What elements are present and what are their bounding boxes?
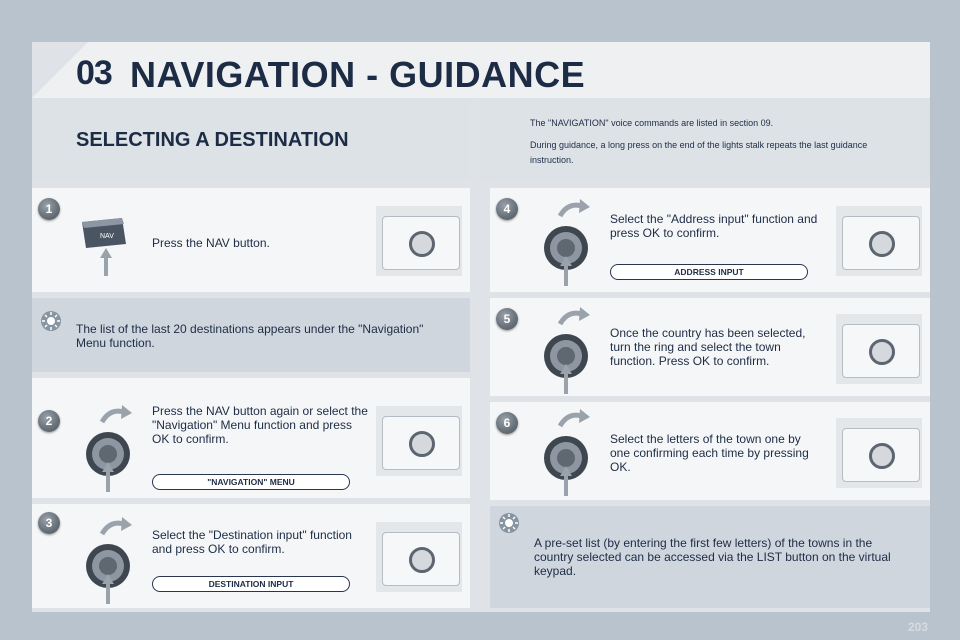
step-5-text: Once the country has been selected, turn the ring and select the town function. Press OK to confirm. [610,326,806,368]
step-5-panel [490,298,930,396]
step-number: 5 [496,308,518,330]
radio-panel-image [376,206,462,276]
top-note-line1: The "NAVIGATION" voice commands are listed in section 09. [530,118,774,128]
step-6-panel [490,402,930,500]
section-title: SELECTING A DESTINATION [76,129,349,151]
step-3-text: Select the "Destination input" function and press OK to confirm. [152,528,352,556]
step-2-text: Press the NAV button again or select the "Navigation" Menu function and press OK to confirm. [152,404,368,446]
page-title: NAVIGATION - GUIDANCE [130,54,586,95]
tip-2-text: A pre-set list (by entering the first few letters) of the towns in the country selected can be accessed via the LIST button on the virtual keypad. [534,536,891,578]
rotary-knob-icon [538,196,594,288]
step-4-text: Select the "Address input" function and press OK to confirm. [610,212,818,240]
step-2-panel [32,378,470,498]
step-number: 1 [38,198,60,220]
radio-panel-image [836,314,922,384]
nav-button-label: NAV [100,233,114,240]
step-1-panel [32,188,470,292]
radio-panel-image [836,206,922,276]
chapter-number: 03 [76,54,112,92]
nav-button-icon [76,214,136,278]
step-1-text: Press the NAV button. [152,236,270,250]
rotary-knob-icon [80,402,136,494]
rotary-knob-icon [538,406,594,498]
radio-panel-image [376,522,462,592]
radio-panel-image [836,418,922,488]
navigation-menu-label: "NAVIGATION" MENU [152,474,350,490]
destination-input-label: DESTINATION INPUT [152,576,350,592]
step-4-panel [490,188,930,292]
lightbulb-tip-icon [498,512,520,534]
radio-panel-image [376,406,462,476]
step-6-text: Select the letters of the town one by one confirming each time by pressing OK. [610,432,809,474]
top-note-panel [480,98,930,180]
step-number: 3 [38,512,60,534]
tip-1-text: The list of the last 20 destinations appears under the "Navigation" Menu function. [76,322,424,350]
rotary-knob-icon [80,514,136,606]
rotary-knob-icon [538,304,594,396]
step-3-panel [32,504,470,608]
tip-1-panel [32,298,470,372]
tip-2-panel [490,506,930,608]
step-number: 2 [38,410,60,432]
lightbulb-tip-icon [40,310,62,332]
top-note-line2: During guidance, a long press on the end of the lights stalk repeats the last guidance instruction. [530,140,868,165]
step-number: 4 [496,198,518,220]
page-number: 203 [907,620,928,634]
step-number: 6 [496,412,518,434]
address-input-label: ADDRESS INPUT [610,264,808,280]
